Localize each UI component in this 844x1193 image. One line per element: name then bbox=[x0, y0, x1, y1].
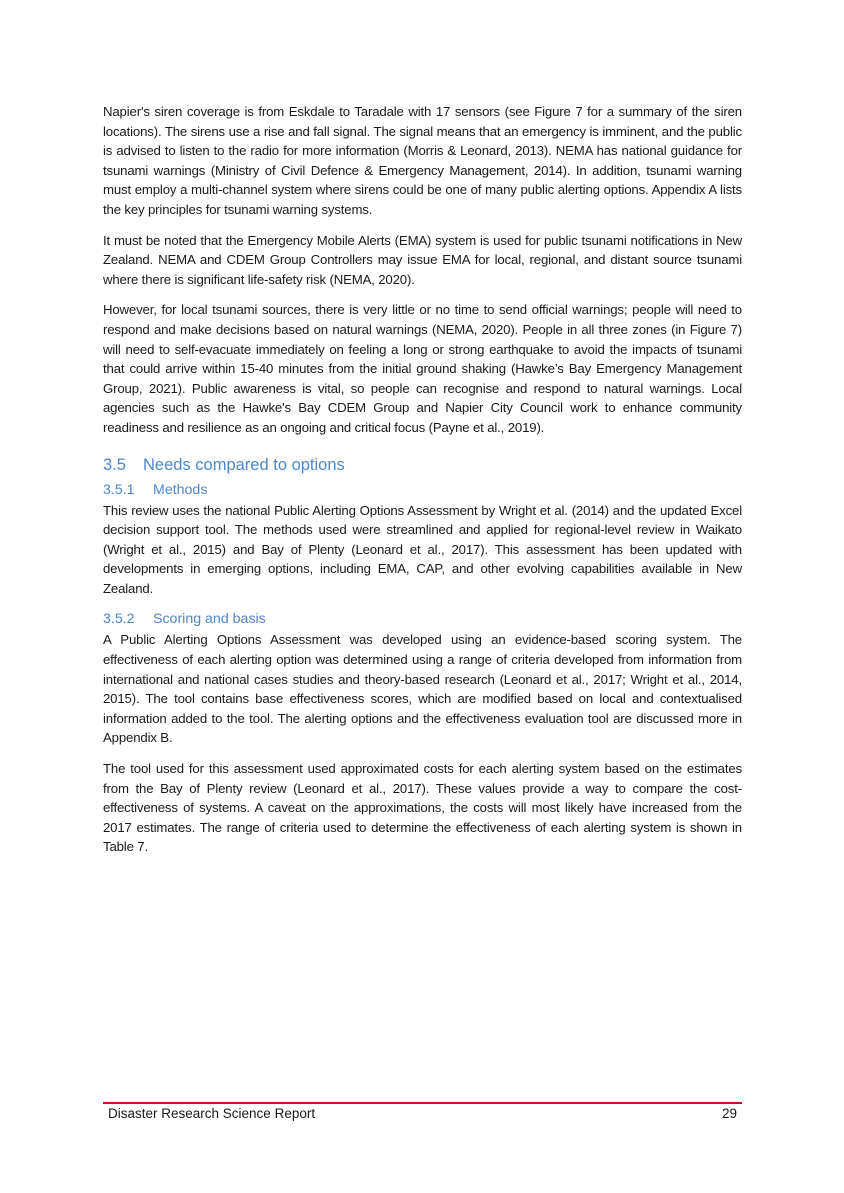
paragraph-siren-coverage: Napier's siren coverage is from Eskdale to Taradale with 17 sensors (see Figure 7 for a summary of the siren locations). The sirens use a rise and fall signal. The signal means that an emergency is imminent, and the public is advised to listen to the radio for more information (Morris & Leonard, 2013). NEMA has national guidance for tsunami warnings (Ministry of Civil Defence & Emergency Management, 2014). In addition, tsunami warning must employ a multi-channel system where sirens could be one of many public alerting options. Appendix A lists the key principles for tsunami warning systems. bbox=[103, 104, 742, 217]
footer-report-title: Disaster Research Science Report bbox=[108, 1106, 316, 1121]
footer-divider bbox=[103, 1102, 742, 1104]
page-content bbox=[103, 102, 742, 868]
section-heading-3-5 bbox=[103, 454, 742, 476]
paragraph-costs: The tool used for this assessment used approximated costs for each alerting system based on the estimates from the Bay of Plenty review (Leonard et al., 2017). These values provide a way to compare the cost-effectiveness of systems. A caveat on the approximations, the costs will most likely have increased from the 2017 estimates. The range of criteria used to determine the effectiveness of each alerting system is shown in Table 7. bbox=[103, 761, 742, 855]
subsection-title: Scoring and basis bbox=[153, 611, 266, 628]
subsection-number: 3.5.2 bbox=[103, 611, 135, 628]
paragraph-scoring: A Public Alerting Options Assessment was developed using an evidence-based scoring system. The effectiveness of each alerting option was determined using a range of criteria developed from information from international and national cases studies and theory-based research (Leonard et al., 2017; Wright et al., 2014, 2015). The tool contains base effectiveness scores, which are modified based on local and contextualised information added to the tool. The alerting options and the effectiveness evaluation tool are discussed more in Appendix B. bbox=[103, 632, 742, 746]
section-title: Needs compared to options bbox=[143, 455, 345, 474]
section-number: 3.5 bbox=[103, 455, 126, 474]
footer-page-number: 29 bbox=[721, 1106, 737, 1121]
paragraph-natural-warnings: However, for local tsunami sources, there is very little or no time to send official warnings; people will need to respond and make decisions based on natural warnings (NEMA, 2020). People in all three zones (in Figure 7) will need to self-evacuate immediately on feeling a long or strong earthquake to avoid the impacts of tsunami that could arrive within 15-40 minutes from the initial ground shaking (Hawke’s Bay Emergency Management Group, 2021). Public awareness is vital, so people can recognise and respond to natural warnings. Local agencies such as the Hawke's Bay CDEM Group and Napier City Council work to enhance community readiness and resilience as an ongoing and critical focus (Payne et al., 2019). bbox=[103, 302, 742, 435]
paragraph-ema-system: It must be noted that the Emergency Mobile Alerts (EMA) system is used for public tsunami notifications in New Zealand. NEMA and CDEM Group Controllers may issue EMA for local, regional, and distant source tsunami where there is significant life-safety risk (NEMA, 2020). bbox=[103, 232, 742, 287]
subsection-heading-3-5-2 bbox=[103, 609, 742, 629]
subsection-heading-3-5-1 bbox=[103, 480, 742, 500]
subsection-number: 3.5.1 bbox=[103, 481, 135, 498]
subsection-title: Methods bbox=[153, 481, 208, 498]
paragraph-methods: This review uses the national Public Alerting Options Assessment by Wright et al. (2014) and the updated Excel decision support tool. The methods used were streamlined and applied for regional-level review in Waikato (Wright et al., 2015) and Bay of Plenty (Leonard et al., 2017). This assessment has been updated with developments in emerging options, including EMA, CAP, and other evolving capabilities available in New Zealand. bbox=[103, 502, 742, 596]
